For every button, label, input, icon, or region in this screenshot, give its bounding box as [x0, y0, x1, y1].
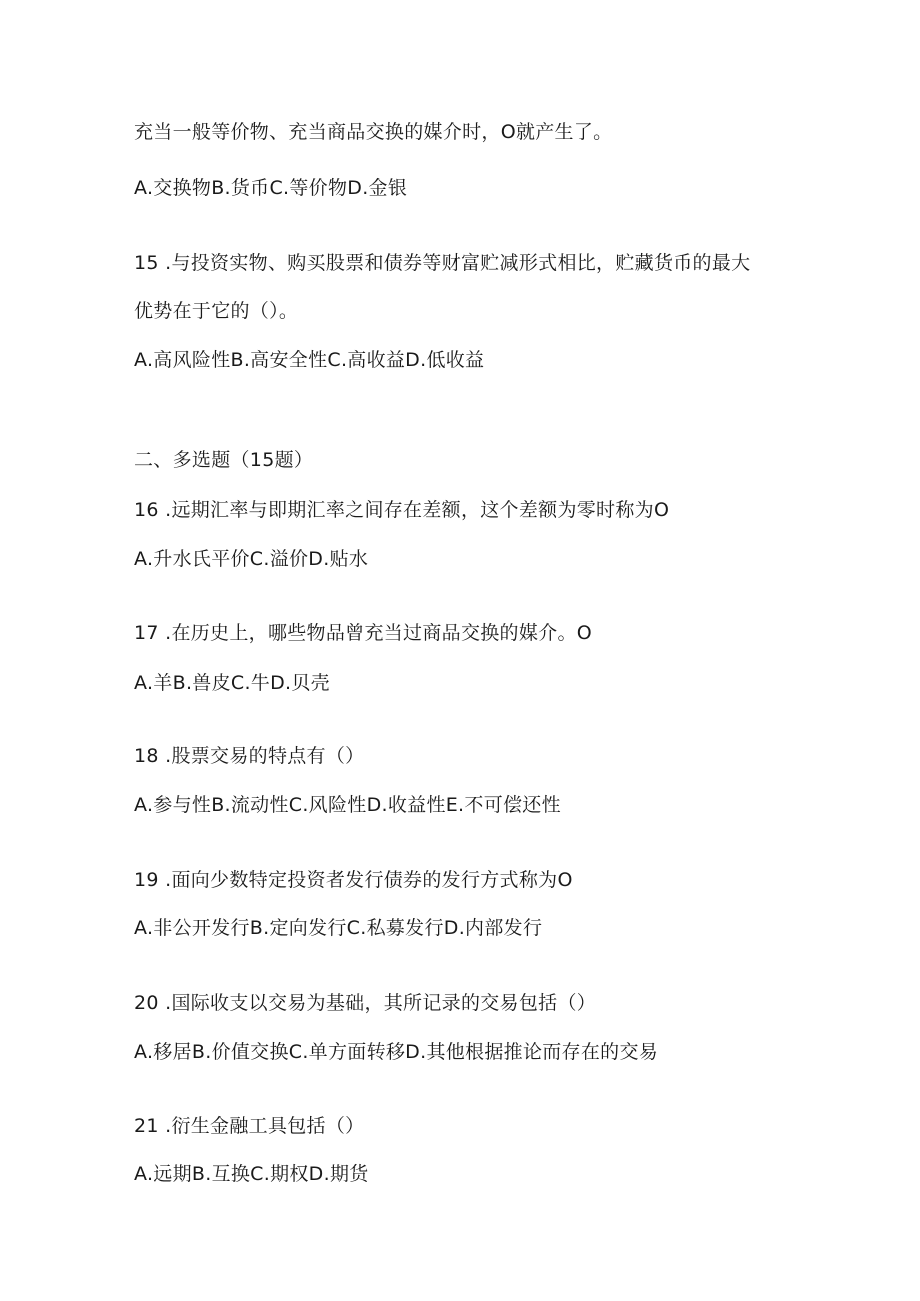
question-15-stem-line-2: 优势在于它的（）。 — [134, 300, 299, 322]
question-14-options: A.交换物B.货币C.等价物D.金银 — [134, 177, 408, 199]
question-20-options: A.移居B.价值交换C.单方面转移D.其他根据推论而存在的交易 — [134, 1041, 659, 1063]
question-15-stem-line-1: 15 .与投资实物、购买股票和债券等财富贮减形式相比，贮藏货币的最大 — [134, 252, 751, 274]
question-17-options: A.羊B.兽皮C.牛D.贝壳 — [134, 672, 330, 694]
question-18-options: A.参与性B.流动性C.风险性D.收益性E.不可偿还性 — [134, 794, 561, 816]
question-21-options: A.远期B.互换C.期权D.期货 — [134, 1163, 369, 1185]
question-19-options: A.非公开发行B.定向发行C.私募发行D.内部发行 — [134, 917, 543, 939]
question-21-stem: 21 .衍生金融工具包括（） — [134, 1115, 365, 1137]
question-16-stem: 16 .远期汇率与即期汇率之间存在差额，这个差额为零时称为O — [134, 499, 670, 521]
question-15-options: A.高风险性B.高安全性C.高收益D.低收益 — [134, 349, 485, 371]
question-16-options: A.升水氏平价C.溢价D.贴水 — [134, 548, 369, 570]
question-20-stem: 20 .国际收支以交易为基础，其所记录的交易包括（） — [134, 992, 597, 1014]
section-heading-multiple-choice: 二、多选题（15题） — [134, 449, 314, 471]
question-17-stem: 17 .在历史上，哪些物品曾充当过商品交换的媒介。O — [134, 622, 593, 644]
question-14-stem: 充当一般等价物、充当商品交换的媒介时，O就产生了。 — [134, 121, 613, 143]
question-18-stem: 18 .股票交易的特点有（） — [134, 745, 365, 767]
question-19-stem: 19 .面向少数特定投资者发行债券的发行方式称为O — [134, 869, 573, 891]
